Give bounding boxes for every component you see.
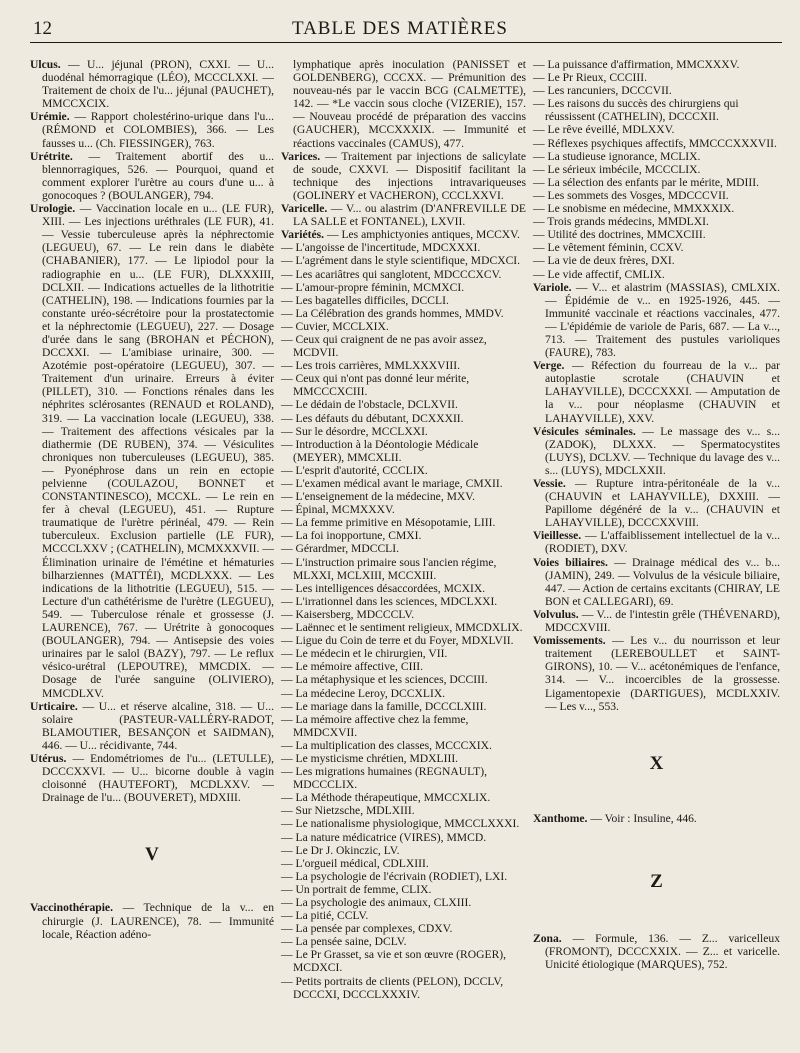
section-letter-x: X bbox=[649, 752, 664, 774]
subentry-line: — La studieuse ignorance, MCLIX. bbox=[533, 149, 701, 163]
index-entry bbox=[30, 752, 274, 804]
entry-text: — V... et alastrim (MASSIAS), CMLXIX. — Épidémie de v... en 1925-1926, 445. — Immunité vaccinale et réactions vaccinales, 477. — L'épidémie de variole de Paris, 687. — La v..., 713. — Traitement des pustules varioliques (FAURE), 783. bbox=[545, 280, 780, 360]
entry-text: — Rapport cholestérino-urique dans l'u... (RÉMOND et COLOMBIES), 366. — Les fausses u... (Ch. FIESSINGER), 763. bbox=[42, 110, 274, 150]
middle-column bbox=[281, 58, 526, 1001]
subentry-line: — Les rancuniers, DCCCVII. bbox=[533, 84, 672, 98]
subentry-line: — Sur Nietzsche, MDLXIII. bbox=[281, 804, 415, 818]
subentry-line: — L'enseignement de la médecine, MXV. bbox=[281, 490, 476, 504]
subentry-line: — Le snobisme en médecine, MMXXXIX. bbox=[533, 202, 735, 216]
subentry-line: — Le Pr Grasset, sa vie et son œuvre (ROGER), MCDXCI. bbox=[281, 948, 507, 975]
subentry-line: — Le vêtement féminin, CCXV. bbox=[533, 241, 684, 255]
subentry-line: — Le sérieux imbécile, MCCCLIX. bbox=[533, 162, 701, 176]
subentry-line: — La multiplication des classes, MCCCXIX. bbox=[281, 738, 492, 752]
subentry-line: — L'angoisse de l'incertitude, MDCXXXI. bbox=[281, 241, 481, 255]
subentry-line: — Réflexes psychiques affectifs, MMCCCXXXVII. bbox=[533, 136, 777, 150]
entry-headword: Varicelle. bbox=[281, 202, 328, 216]
subentry-line: — Ceux qui n'ont pas donné leur mérite, MMCCCXCIII. bbox=[281, 372, 470, 399]
subentry-line: — La pensée par complexes, CDXV. bbox=[281, 922, 453, 936]
subentry-line: — Les trois carrières, MMLXXXVIII. bbox=[281, 359, 461, 373]
entry-text: — Traitement abortif des u... blennorragiques, 526. — Pourquoi, quand et comment explorer l'urètre au cours d'une u... à gonocoques ? (BOULANGER), 794. bbox=[42, 149, 274, 202]
subentry-line: — Ligue du Coin de terre et du Foyer, MDXLVII. bbox=[281, 634, 514, 648]
subentry-line: — La Méthode thérapeutique, MMCCXLIX. bbox=[281, 791, 491, 805]
entry-headword: Variétés. bbox=[281, 228, 325, 242]
entry-text: — U... jéjunal (PRON), CXXI. — U... duodénal hémorragique (LÉO), MCCCLXXI. — Traitement de choix de l'u... jéjunal (PAUCHET), MMCCXCIX. bbox=[42, 58, 274, 111]
entry-headword: Voies biliaires. bbox=[533, 555, 608, 569]
entry-text: — Formule, 136. — Z... varicelleux (FROMONT), DCCCXXIX. — Z... et varicelle. Unicité étiologique (MARQUES), 752. bbox=[545, 931, 780, 972]
subentry-line: — L'instruction primaire sous l'ancien régime, MLXXI, MCLXIII, MCCXIII. bbox=[281, 555, 497, 582]
subentry-line: — La vie de deux frères, DXI. bbox=[533, 254, 675, 268]
entry-text: — L'affaiblissement intellectuel de la v... (RODIET), DXV. bbox=[545, 529, 780, 556]
right-column bbox=[533, 58, 780, 971]
entry-text: — Le massage des v... s... (ZADOK), DLXXX. — Spermatocystites (LUYS), DCLXV. — Technique du lavage des v... s... (LUYS), MDCLXXII. bbox=[545, 424, 781, 477]
index-entry bbox=[281, 150, 526, 202]
subentry-line: — Le mariage dans la famille, DCCCLXIII. bbox=[281, 699, 487, 713]
subentry-line: — L'agrément dans le style scientifique, MDCXCI. bbox=[281, 254, 521, 268]
index-entry bbox=[533, 529, 780, 555]
entry-headword: Varices. bbox=[281, 149, 321, 163]
subentry-line: — Laënnec et le sentiment religieux, MMCDXLIX. bbox=[281, 621, 523, 635]
entry-text: — Les amphictyonies antiques, MCCXV. bbox=[324, 228, 520, 242]
subentry-line: — La foi inopportune, CMXI. bbox=[281, 529, 422, 543]
subentry-line: — Épinal, MCMXXXV. bbox=[281, 503, 395, 517]
entry-text: — Traitement par injections de salicylate de soude, CXXVI. — Dispositif facilitant la technique des injections intravariqueuses (GOLINERY et VACHERON), CCCLXXVI. bbox=[293, 149, 526, 202]
index-entry bbox=[533, 812, 780, 825]
entry-headword: Urticaire. bbox=[30, 699, 78, 713]
subentry-line: — L'irrationnel dans les sciences, MDCLXXI. bbox=[281, 594, 498, 608]
subentry-line: — Sur le désordre, MCCLXXI. bbox=[281, 424, 428, 438]
subentry-line: — Le mysticisme chrétien, MDXLIII. bbox=[281, 751, 459, 765]
entry-headword: Zona. bbox=[533, 931, 562, 945]
subentry-line: — Un portrait de femme, CLIX. bbox=[281, 882, 432, 896]
index-entry bbox=[281, 202, 526, 228]
subentry-line: — Les bagatelles difficiles, DCCLI. bbox=[281, 293, 449, 307]
index-entry bbox=[30, 202, 274, 700]
varietes-subentries bbox=[281, 241, 526, 1000]
subentry-line: — Le médecin et le chirurgien, VII. bbox=[281, 647, 448, 661]
subentry-line: — La métaphysique et les sciences, DCCIII. bbox=[281, 673, 488, 687]
index-entry bbox=[30, 901, 274, 940]
entry-headword: Vieillesse. bbox=[533, 529, 582, 543]
subentry-line: — Le vide affectif, CMLIX. bbox=[533, 267, 665, 281]
subentry-line: — La Célébration des grands hommes, MMDV. bbox=[281, 306, 504, 320]
entry-headword: Urémie. bbox=[30, 110, 70, 124]
continued-entry-text: lymphatique après inoculation (PANISSET et GOLDENBERG), CCCXX. — Prémunition des nouveau-nés par le vaccin BCG (CALMETTE), 142. — *Le vaccin sous cloche (VIZERIE), 157. — Nouveau procédé de préparation des vaccins (GAUCHER), MCCXXXIX. — Immunité et réactions vaccinales (CAMUS), 477. bbox=[293, 58, 526, 150]
subentry-line: — La psychologie des animaux, CLXIII. bbox=[281, 896, 472, 909]
subentry-line: — Cuvier, MCCLXIX. bbox=[281, 319, 389, 333]
subentry-line: — La femme primitive en Mésopotamie, LIII. bbox=[281, 516, 496, 530]
subentry-line: — La psychologie de l'écrivain (RODIET), LXI. bbox=[281, 869, 508, 883]
entry-text: — Les v... du nourrisson et leur traitement (LEREBOULLET et SAINT-GIRONS), 10. — V... acétonémiques de l'enfance, 314. — V... incoercibles de la grossesse. Ligamentopexie (DARTIGUES), MCDLXXIV. — Les v..., 553. bbox=[545, 634, 780, 713]
header-rule bbox=[30, 42, 782, 43]
entry-headword: Vessie. bbox=[533, 477, 566, 490]
index-entry bbox=[30, 150, 274, 202]
entry-text: — Réfection du fourreau de la v... par autoplastie scrotale (CHAUVIN et LAHAYVILLE), DCCCXXXI. — Amputation de la v... pour néoplasme (CHAUVIN et LAHAYVILLE), XXV. bbox=[545, 359, 780, 425]
varietes-subentries-continued bbox=[533, 58, 780, 281]
entry-text: — V... de l'intestin grêle (THÉVENARD), MDCCXVIII. bbox=[545, 607, 780, 635]
subentry-line: — Gérardmer, MDCCLI. bbox=[281, 542, 400, 556]
subentry-line: — Les sommets des Vosges, MDCCCVII. bbox=[533, 188, 729, 202]
subentry-line: — Les migrations humaines (REGNAULT), MDCCCLIX. bbox=[281, 765, 487, 792]
running-title: TABLE DES MATIÈRES bbox=[292, 18, 508, 39]
subentry-line: — Le Pr Rieux, CCCIII. bbox=[533, 71, 647, 85]
entry-text: — U... et réserve alcaline, 318. — U... solaire (PASTEUR-VALLÉRY-RADOT, BLAMOUTIER, BESANÇON et SAIDMAN), 446. — U... récidivante, 744. bbox=[42, 699, 274, 752]
index-entry bbox=[30, 700, 274, 752]
entry-headword: Verge. bbox=[533, 359, 565, 373]
subentry-line: — Les raisons du succès des chirurgiens qui réussissent (CATHELIN), DCCCXII. bbox=[533, 97, 739, 124]
index-entry bbox=[30, 58, 274, 110]
subentry-line: — Introduction à la Déontologie Médicale (MEYER), MMCXLII. bbox=[281, 437, 479, 464]
subentry-line: — Le mémoire affective, CIII. bbox=[281, 660, 424, 674]
entry-text: — Endométriomes de l'u... (LETULLE), DCCCXXVI. — U... bicorne double à vagin cloisonné (HAUTEFORT), MCDLXXV. — Drainage de l'u... (BOUVERET), MDXIII. bbox=[42, 751, 274, 805]
subentry-line: — Petits portraits de clients (PELON), DCCLV, DCCCXI, DCCCLXXXIV. bbox=[281, 974, 504, 1001]
index-entry bbox=[281, 228, 526, 241]
subentry-line: — Le Dr J. Okinczic, LV. bbox=[281, 843, 400, 857]
entry-headword: Variole. bbox=[533, 280, 572, 294]
index-entry bbox=[533, 281, 780, 360]
section-letter-z: Z bbox=[650, 870, 663, 892]
subentry-line: — L'esprit d'autorité, CCCLIX. bbox=[281, 463, 428, 477]
subentry-line: — La pensée saine, DCLV. bbox=[281, 935, 407, 949]
page-header bbox=[0, 0, 800, 44]
subentry-line: — La sélection des enfants par le mérite, MDIII. bbox=[533, 175, 759, 189]
subentry-line: — Le nationalisme physiologique, MMCCLXXXI. bbox=[281, 817, 520, 831]
subentry-line: — L'amour-propre féminin, MCMXCI. bbox=[281, 280, 465, 294]
subentry-line: — La médecine Leroy, DCCXLIX. bbox=[281, 686, 446, 700]
entry-text: — Voir : Insuline, 446. bbox=[587, 811, 697, 825]
index-entry bbox=[30, 110, 274, 149]
index-entry bbox=[533, 556, 780, 608]
entry-headword: Xanthome. bbox=[533, 811, 588, 825]
index-entry bbox=[533, 608, 780, 634]
subentry-line: — L'examen médical avant le mariage, CMXII. bbox=[281, 477, 503, 490]
entry-headword: Ulcus. bbox=[30, 58, 61, 71]
entry-headword: Utérus. bbox=[30, 751, 67, 765]
subentry-line: — La puissance d'affirmation, MMCXXXV. bbox=[533, 58, 740, 71]
index-entry bbox=[533, 359, 780, 424]
subentry-line: — Utilité des doctrines, MMCXCIII. bbox=[533, 228, 706, 242]
index-entry bbox=[533, 477, 780, 529]
entry-text: — Vaccination locale en u... (LE FUR), XIII. — Les injections uréthrales (LE FUR), 41. — Vessie tuberculeuse après la néphrectomie (LEGUEU), 67. — Le rein dans le diabète (CHABANIER), 177. — Le lipiodol pour la radiographie en u... (LE FUR), DLXXXIII, DCLXII. — Indications actuelles de la lithotritie (CATHELIN), 198. — Indications fournies par la constante uréo-sécrétoire pour la prostatectomie et la néphrectomie (LEGUEU), 227. — Dosage d'urée dans le sang (BROHAN et PÉCHON), DCCXXI. — L'amibiase urinaire, 300. — Azotémie post-opératoire (LEGUEU), 307. — Traitement d'un urinaire. Erreurs à éviter (PILLET), 310. — Fonctions rénales dans les néphrites sclérosantes (RENAUD et ROLAND), 319. — La vaccination locale (LEGUEU), 338. — Traitement des affections vésicales par la diathermie (DE RUBEN), 374. — Vésiculites chroniques non tuberculeuses (LEGUEU), 385. — Pyonéphrose dans un rein en ectopie pelvienne (COULAZOU, BONNET et CONSTANTINESCO), MCCXL. — Le rein en fer à cheval (LEGUEU), 451. — Rupture traumatique de l'urètre périnéal, 479. — Rein tuberculeux. Exclusion partielle (LE FUR), MCCCLXXV ; (CATHELIN), MCMXXXVII. — Élimination urinaire de l'émétine et hématuries bilharziennes (MATTÉI), MCDLXXX. — Les indications de la lithotritie (LEGUEU), 515. — Lecture d'un cathétérisme de l'urètre (LEGUEU), 549. — Tuberculose rénale et grossesse (J. LAURENCE), 767. — Urétrite à gonocoques (BOULANGER), 794. — Antisepsie des voies urinaires par le salol (BAZY), 797. — Le reflux vésico-urétral (LEPOUTRE), MMCDIX. — Dosage de l'urée sanguine (OLIVIERO), MMCDLXV. bbox=[42, 202, 274, 700]
subentry-line: — Le rêve éveillé, MDLXXV. bbox=[533, 123, 675, 137]
index-entry bbox=[533, 425, 780, 477]
index-entry bbox=[533, 634, 780, 713]
subentry-line: — L'orgueil médical, CDLXIII. bbox=[281, 856, 429, 870]
subentry-line: — La mémoire affective chez la femme, MMDCXVII. bbox=[281, 712, 469, 739]
subentry-line: — Le dédain de l'obstacle, DCLXVII. bbox=[281, 398, 458, 412]
entry-text: — V... ou alastrim (D'ANFREVILLE DE LA SALLE et FONTANEL), LXVII. bbox=[293, 202, 526, 229]
entry-headword: Urologie. bbox=[30, 202, 76, 216]
entry-headword: Volvulus. bbox=[533, 607, 579, 621]
entry-text: — Drainage médical des v... b... (JAMIN), 249. — Volvulus de la vésicule biliaire, 447. — Action de certains excitants (CHIRAY, LE BON et CALLEGARI), 69. bbox=[545, 555, 780, 608]
subentry-line: — Ceux qui craignent de ne pas avoir assez, MCDVII. bbox=[281, 332, 487, 360]
subentry-line: — Les défauts du débutant, DCXXXII. bbox=[281, 411, 464, 425]
subentry-line: — Kaisersberg, MDCCCLV. bbox=[281, 607, 415, 621]
index-entry bbox=[533, 932, 780, 971]
left-column bbox=[30, 58, 274, 941]
entry-headword: Vaccinothérapie. bbox=[30, 901, 113, 915]
subentry-line: — Les acariâtres qui sanglotent, MDCCCXCV. bbox=[281, 267, 502, 281]
subentry-line: — Trois grands médecins, MMDLXI. bbox=[533, 215, 709, 229]
page-number: 12 bbox=[33, 18, 52, 39]
section-letter-v: V bbox=[145, 844, 159, 866]
subentry-line: — La pitié, CCLV. bbox=[281, 909, 369, 923]
entry-headword: Vomissements. bbox=[533, 634, 606, 648]
subentry-line: — La nature médicatrice (VIRES), MMCD. bbox=[281, 830, 487, 844]
entry-headword: Urétrite. bbox=[30, 149, 73, 163]
entry-text: — Rupture intra-péritonéale de la v... (CHAUVIN et LAHAYVILLE), DXXIII. — Papillome dégénéré de la v... (CHAUVIN et LAHAYVILLE), DCCCXXVIII. bbox=[545, 477, 780, 530]
entry-headword: Vésicules séminales. bbox=[533, 424, 636, 438]
entry-text: — Technique de la v... en chirurgie (J. LAURENCE), 78. — Immunité locale, Réaction adéno- bbox=[42, 901, 274, 941]
subentry-line: — Les intelligences désaccordées, MCXIX. bbox=[281, 581, 486, 595]
